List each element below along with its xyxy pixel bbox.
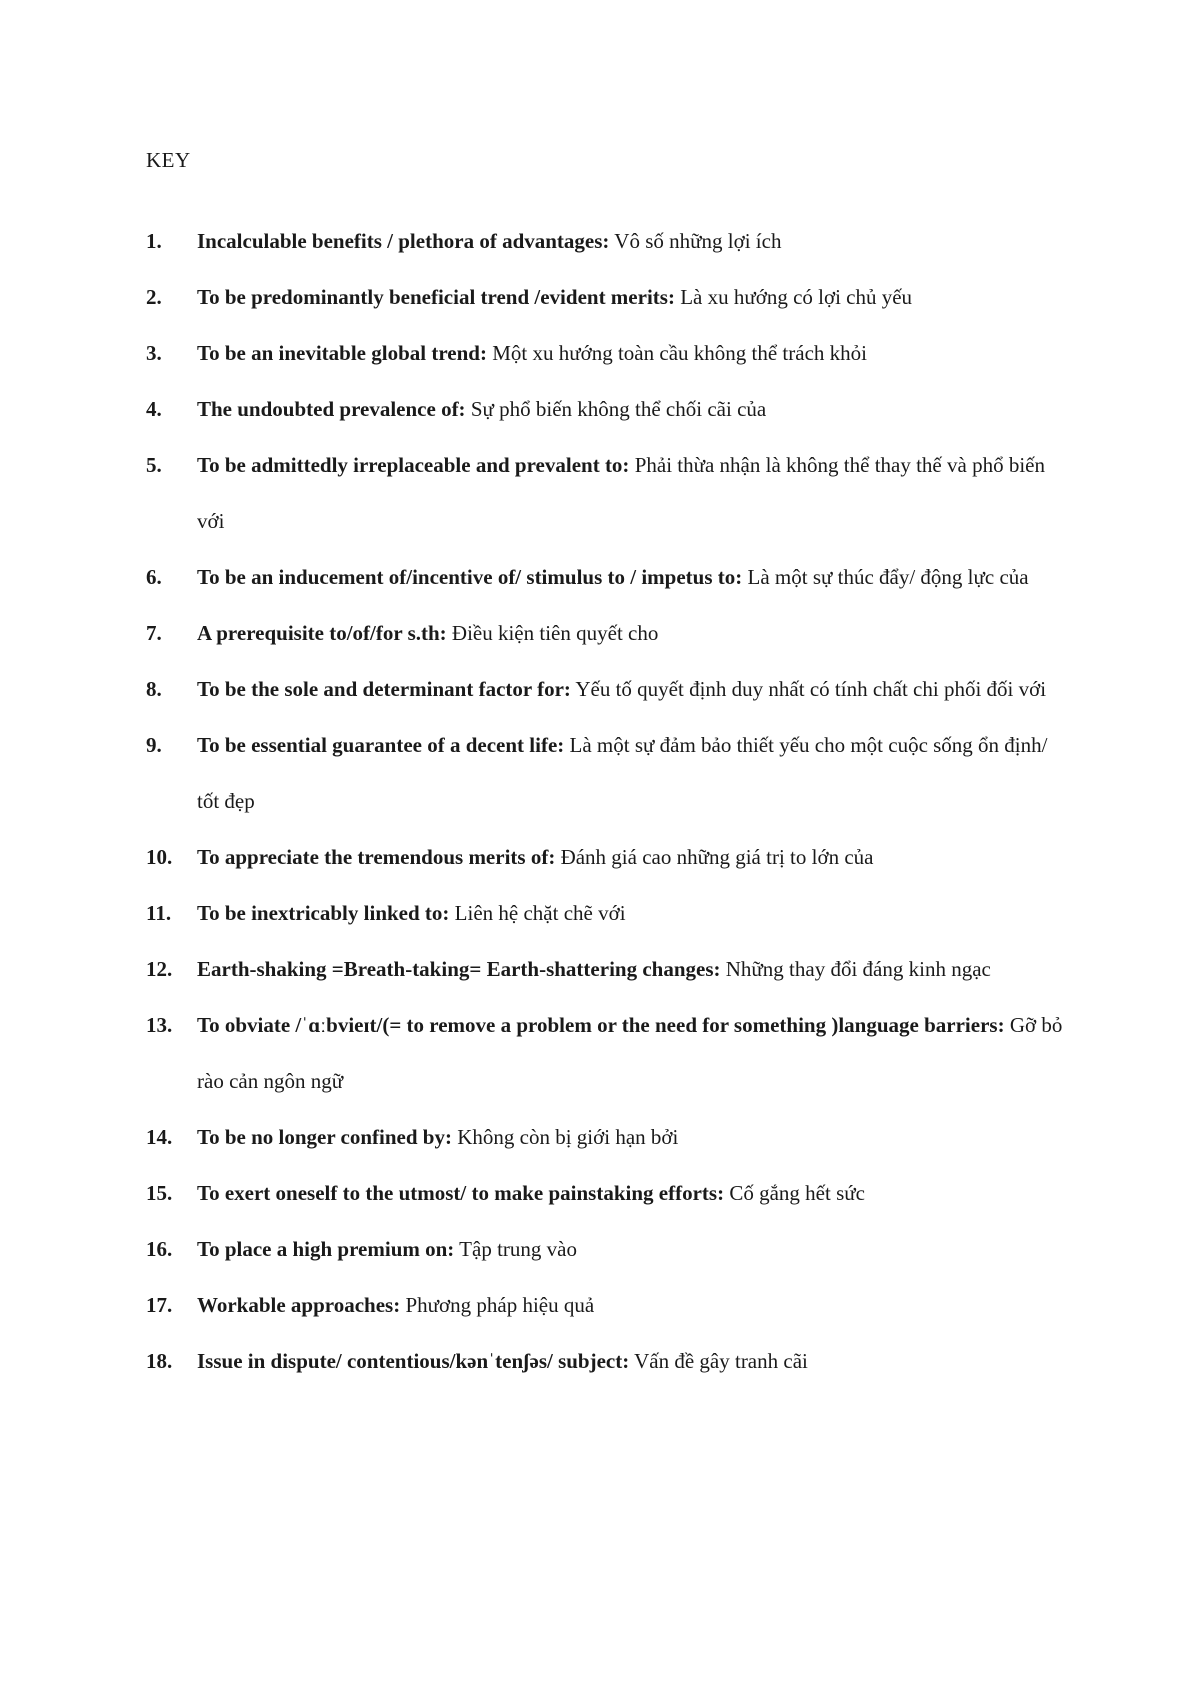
- item-meaning: Là xu hướng có lợi chủ yếu: [674, 285, 913, 309]
- list-item: [0, 661, 1200, 717]
- item-number: 1.: [146, 229, 162, 253]
- list-item: [0, 325, 1200, 381]
- item-number: 13.: [146, 1013, 173, 1037]
- item-term: Workable approaches:: [197, 1293, 401, 1317]
- item-number: 3.: [146, 341, 162, 365]
- item-meaning: Điều kiện tiên quyết cho: [446, 621, 659, 645]
- item-term: To appreciate the tremendous merits of:: [197, 845, 556, 869]
- item-number: 6.: [146, 565, 162, 589]
- list-item: [0, 1277, 1200, 1333]
- item-meaning: Cố gắng hết sức: [724, 1181, 865, 1205]
- item-number: 5.: [146, 453, 162, 477]
- list-item: [0, 549, 1200, 605]
- list-item: [0, 1221, 1200, 1277]
- item-meaning: Là một sự thúc đẩy/ động lực của: [742, 565, 1029, 589]
- list-item: [0, 885, 1200, 941]
- item-meaning: Gỡ bỏ rào cản ngôn ngữ: [197, 1013, 1063, 1093]
- list-item: [0, 437, 1200, 549]
- item-meaning: Liên hệ chặt chẽ với: [449, 901, 626, 925]
- item-meaning: Vấn đề gây tranh cãi: [629, 1349, 808, 1373]
- item-number: 16.: [146, 1237, 173, 1261]
- list-item: [0, 605, 1200, 661]
- item-number: 10.: [146, 845, 173, 869]
- item-number: 12.: [146, 957, 173, 981]
- item-term: To be predominantly beneficial trend /evident merits:: [197, 285, 675, 309]
- item-term: To be an inducement of/incentive of/ stimulus to / impetus to:: [197, 565, 743, 589]
- page-title: KEY: [146, 148, 191, 172]
- item-meaning: Những thay đổi đáng kinh ngạc: [720, 957, 991, 981]
- item-meaning: Phương pháp hiệu quả: [400, 1293, 595, 1317]
- item-number: 18.: [146, 1349, 173, 1373]
- item-term: The undoubted prevalence of:: [197, 397, 466, 421]
- item-meaning: Sự phổ biến không thể chối cãi của: [465, 397, 767, 421]
- list-item: [0, 941, 1200, 997]
- item-meaning: Vô số những lợi ích: [609, 229, 782, 253]
- item-meaning: Yếu tố quyết định duy nhất có tính chất chi phối đối với: [570, 677, 1047, 701]
- item-term: To be admittedly irreplaceable and prevalent to:: [197, 453, 630, 477]
- item-term: To exert oneself to the utmost/ to make painstaking efforts:: [197, 1181, 725, 1205]
- item-term: To be inextricably linked to:: [197, 901, 450, 925]
- list-item: [0, 1165, 1200, 1221]
- list-item: [0, 381, 1200, 437]
- item-number: 7.: [146, 621, 162, 645]
- item-term: To be an inevitable global trend:: [197, 341, 487, 365]
- item-meaning: Tập trung vào: [454, 1237, 577, 1261]
- item-term: To be the sole and determinant factor for:: [197, 677, 571, 701]
- item-term: Incalculable benefits / plethora of advantages:: [197, 229, 610, 253]
- item-term: To obviate /ˈɑːbvieɪt/(= to remove a problem or the need for something )language barriers:: [197, 1013, 1005, 1037]
- item-meaning: Đánh giá cao những giá trị to lớn của: [555, 845, 874, 869]
- list-item: [0, 1109, 1200, 1165]
- item-meaning: Phải thừa nhận là không thể thay thế và phổ biến với: [197, 453, 1045, 533]
- item-meaning: Một xu hướng toàn cầu không thể trách khỏi: [486, 341, 867, 365]
- item-term: To be no longer confined by:: [197, 1125, 452, 1149]
- item-meaning: Là một sự đảm bảo thiết yếu cho một cuộc sống ổn định/ tốt đẹp: [197, 733, 1048, 813]
- item-meaning: Không còn bị giới hạn bởi: [451, 1125, 679, 1149]
- item-number: 17.: [146, 1293, 173, 1317]
- vocabulary-list: [0, 213, 1200, 1389]
- item-term: Issue in dispute/ contentious/kənˈtenʃəs/ subject:: [197, 1349, 630, 1373]
- list-item: [0, 997, 1200, 1109]
- item-term: A prerequisite to/of/for s.th:: [197, 621, 447, 645]
- item-number: 8.: [146, 677, 162, 701]
- item-number: 15.: [146, 1181, 173, 1205]
- list-item: [0, 213, 1200, 269]
- list-item: [0, 829, 1200, 885]
- list-item: [0, 269, 1200, 325]
- list-item: [0, 1333, 1200, 1389]
- item-number: 11.: [146, 901, 172, 925]
- item-number: 14.: [146, 1125, 173, 1149]
- item-number: 2.: [146, 285, 162, 309]
- list-item: [0, 717, 1200, 829]
- item-term: To place a high premium on:: [197, 1237, 455, 1261]
- item-term: To be essential guarantee of a decent life:: [197, 733, 565, 757]
- item-number: 9.: [146, 733, 162, 757]
- item-term: Earth-shaking =Breath-taking= Earth-shattering changes:: [197, 957, 721, 981]
- item-number: 4.: [146, 397, 162, 421]
